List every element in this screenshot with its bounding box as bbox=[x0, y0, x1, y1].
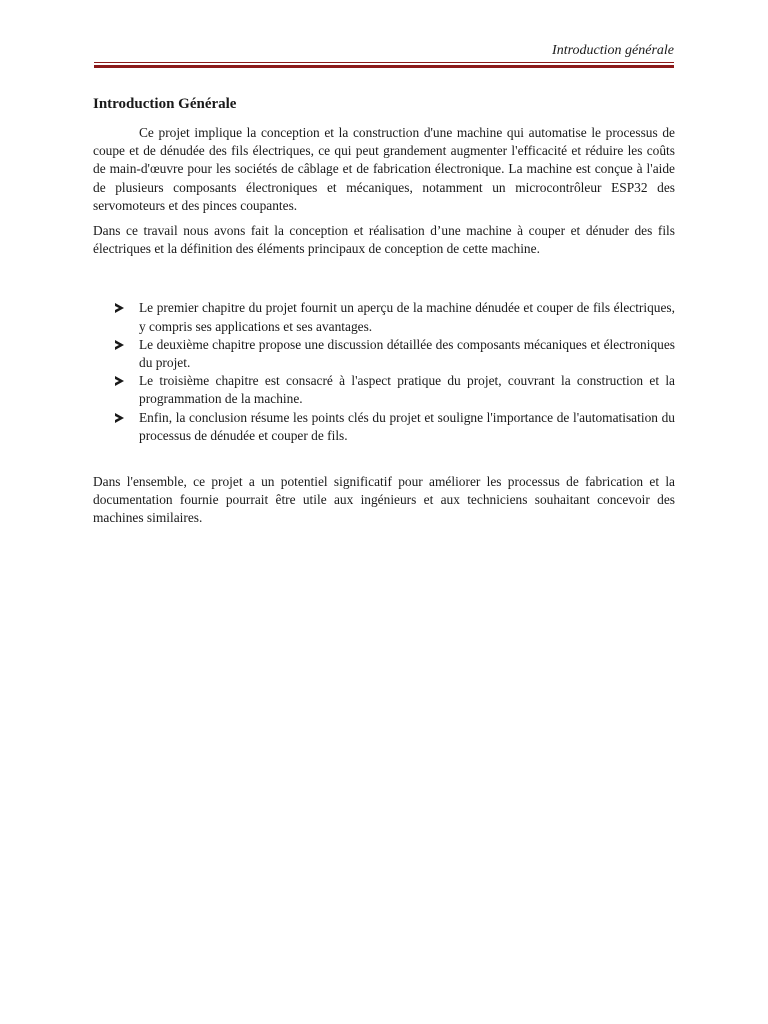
list-item bbox=[115, 409, 675, 445]
section-title: Introduction Générale bbox=[93, 96, 237, 112]
list-item-text: Le premier chapitre du projet fournit un aperçu de la machine dénudée et couper de fils électriques, y compris ses applications et ses avantages. bbox=[139, 300, 675, 334]
header-rule-thick-line bbox=[94, 65, 674, 68]
list-item-text: Le troisième chapitre est consacré à l'aspect pratique du projet, couvrant la construction et la programmation de la machine. bbox=[139, 373, 675, 407]
list-item-text: Le deuxième chapitre propose une discussion détaillée des composants mécaniques et électroniques du projet. bbox=[139, 336, 675, 371]
arrow-bullet-icon bbox=[115, 303, 124, 313]
list-item bbox=[115, 299, 675, 335]
closing-paragraph: Dans l'ensemble, ce projet a un potentiel significatif pour améliorer les processus de fabrication et la documentation fournie pourrait être utile aux ingénieurs et aux techniciens souhaitant concevoir des machines similaires. bbox=[93, 474, 675, 526]
arrow-bullet-icon bbox=[115, 340, 124, 350]
page-content bbox=[93, 94, 675, 535]
header-rule bbox=[94, 62, 674, 68]
arrow-bullet-icon bbox=[115, 413, 124, 423]
work-summary-paragraph: Dans ce travail nous avons fait la conception et réalisation d’une machine à couper et dénuder des fils électriques et la définition des éléments principaux de conception de cette machine. bbox=[93, 223, 675, 257]
list-item-text: Enfin, la conclusion résume les points clés du projet et souligne l'importance de l'automatisation du processus de dénudée et couper de fils. bbox=[139, 409, 675, 443]
list-item bbox=[115, 336, 675, 372]
arrow-bullet-icon bbox=[115, 376, 124, 386]
chapter-list bbox=[93, 299, 675, 445]
running-header: Introduction générale bbox=[552, 43, 674, 58]
list-item bbox=[115, 372, 675, 408]
intro-paragraph: Ce projet implique la conception et la construction d'une machine qui automatise le processus de coupe et de dénudée des fils électriques, ce qui peut grandement augmenter l'efficacité et réduire les coûts de main-d'œuvre pour les sociétés de câblage et de fabrication électronique. La machine est conçue à l'aide de plusieurs composants électroniques et mécaniques, notamment un microcontrôleur ESP32 des servomoteurs et des pinces coupantes. bbox=[93, 125, 675, 213]
